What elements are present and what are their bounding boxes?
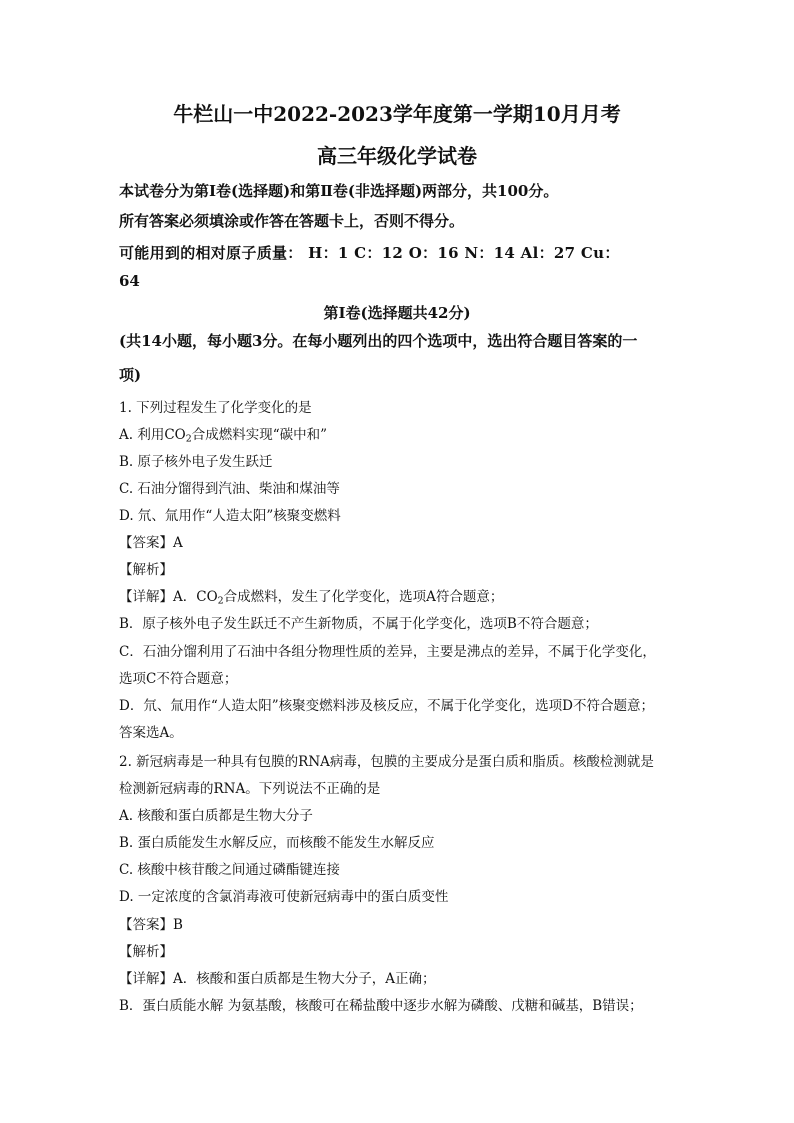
q1-option-a-text: A. 利用CO [119, 427, 186, 443]
q2-option-b: B. 蛋白质能发生水解反应，而核酸不能发生水解反应 [119, 835, 435, 851]
q2-answer: 【答案】B [119, 917, 183, 933]
q1-option-a [119, 423, 327, 444]
subscript: 2 [185, 433, 192, 445]
q1-option-c: C. 石油分馏得到汽油、柴油和煤油等 [119, 481, 340, 497]
q1-detail-c2: 选项C不符合题意； [119, 671, 238, 687]
q1-detail-a [119, 585, 503, 606]
q2-option-d: D. 一定浓度的含氯消毒液可使新冠病毒中的蛋白质变性 [119, 889, 449, 905]
q1-detail-a-text-2: 合成燃料，发生了化学变化，选项A符合题意； [223, 589, 504, 605]
q1-option-a-text-2: 合成燃料实现“碳中和” [191, 427, 328, 443]
q2-detail-b: B．蛋白质能水解 为氨基酸，核酸可在稀盐酸中逐步水解为磷酸、戊糖和碱基，B错误； [119, 998, 643, 1014]
exam-title: 牛栏山一中2022-2023学年度第一学期10月月考 [173, 102, 621, 126]
q2-option-c: C. 核酸中核苷酸之间通过磷酯键连接 [119, 862, 340, 878]
q1-detail-c1: C．石油分馏利用了石油中各组分物理性质的差异，主要是沸点的差异，不属于化学变化， [119, 644, 656, 660]
section-title: 第Ⅰ卷(选择题共42分) [323, 304, 471, 322]
intro-line-4: 64 [119, 272, 140, 290]
q1-option-d: D. 氘、氚用作“人造太阳”核聚变燃料 [119, 508, 341, 524]
q1-stem: 1. 下列过程发生了化学变化的是 [119, 400, 312, 416]
q1-detail-d: D．氘、氚用作“人造太阳”核聚变燃料涉及核反应，不属于化学变化，选项D不符合题意； [119, 698, 654, 714]
section-instruction-2: 项) [119, 366, 142, 384]
q2-detail-a: 【详解】A．核酸和蛋白质都是生物大分子，A正确； [119, 971, 436, 987]
q2-option-a: A. 核酸和蛋白质都是生物大分子 [119, 808, 313, 824]
q1-detail-b: B．原子核外电子发生跃迁不产生新物质，不属于化学变化，选项B不符合题意； [119, 616, 598, 632]
q1-detail-a-text: 【详解】A．CO [119, 589, 218, 605]
intro-line-1: 本试卷分为第Ⅰ卷(选择题)和第Ⅱ卷(非选择题)两部分，共100分。 [119, 182, 559, 200]
q2-stem-1: 2. 新冠病毒是一种具有包膜的RNA病毒，包膜的主要成分是蛋白质和脂质。核酸检测就是 [119, 754, 654, 770]
section-instruction-1: (共14小题，每小题3分。在每小题列出的四个选项中，选出符合题目答案的一 [119, 332, 638, 350]
exam-subtitle: 高三年级化学试卷 [317, 144, 477, 168]
intro-line-2: 所有答案必须填涂或作答在答题卡上，否则不得分。 [119, 212, 465, 230]
q1-conclusion: 答案选A。 [119, 725, 183, 741]
intro-line-3: 可能用到的相对原子质量： H：1 C：12 O：16 N：14 Al：27 Cu： [119, 244, 620, 262]
q1-analysis-label: 【解析】 [119, 562, 173, 578]
q1-option-b: B. 原子核外电子发生跃迁 [119, 454, 273, 470]
q2-analysis-label: 【解析】 [119, 944, 173, 960]
q2-stem-2: 检测新冠病毒的RNA。下列说法不正确的是 [119, 781, 381, 797]
q1-answer: 【答案】A [119, 535, 183, 551]
subscript: 2 [217, 595, 224, 607]
